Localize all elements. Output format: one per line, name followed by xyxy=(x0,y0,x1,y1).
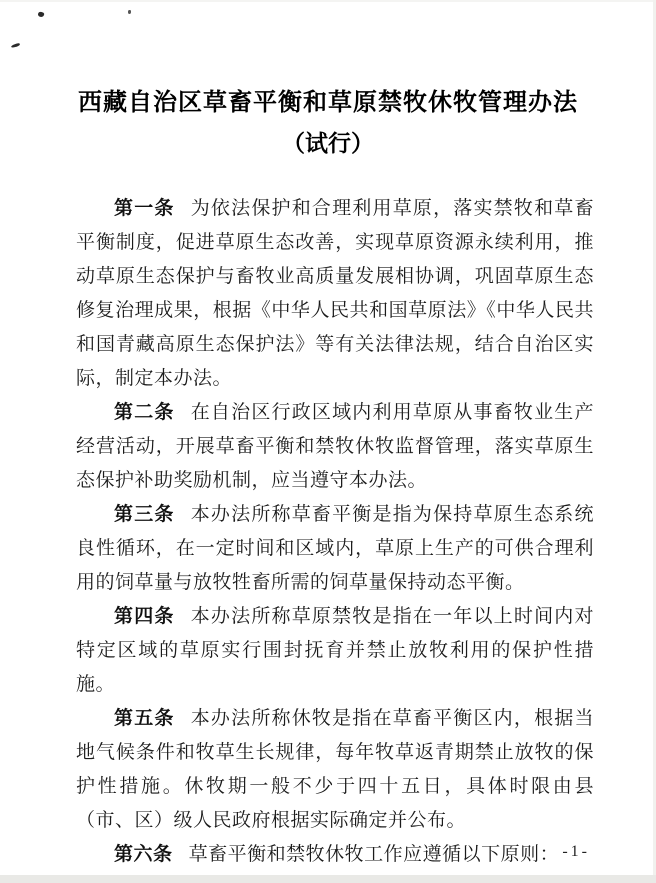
article-number-label: 第二条 xyxy=(114,402,175,423)
scan-speck xyxy=(37,11,44,18)
article-text: 为依法保护和合理利用草原，落实禁牧和草畜平衡制度，促进草原生态改善，实现草原资源永续利用，推动草原生态保护与畜牧业高质量发展相协调，巩固草原生态修复治理成果，根据《中华人民共和国草原法》《中华人民共和国青藏高原生态保护法》等有关法律法规，结合自治区实际，制定本办法。 xyxy=(76,198,594,389)
scan-edge-bottom xyxy=(0,875,656,883)
scan-edge-top xyxy=(0,0,656,2)
document-subtitle: （试行） xyxy=(282,131,374,156)
document-body xyxy=(76,192,594,872)
article-paragraph xyxy=(76,192,594,396)
article-paragraph xyxy=(76,600,594,702)
scan-speck xyxy=(11,43,20,49)
article-text: 在自治区行政区域内利用草原从事畜牧业生产经营活动，开展草畜平衡和禁牧休牧监督管理，落实草原生态保护补助奖励机制，应当遵守本办法。 xyxy=(76,402,594,491)
article-number-label: 第五条 xyxy=(114,708,175,729)
page-number: -1- xyxy=(562,843,590,860)
article-paragraph xyxy=(76,702,594,838)
article-paragraph xyxy=(76,498,594,600)
article-text: 草畜平衡和禁牧休牧工作应遵循以下原则： xyxy=(188,844,560,865)
article-paragraph xyxy=(76,838,594,872)
scan-speck xyxy=(128,10,131,14)
article-text: 本办法所称休牧是指在草畜平衡区内，根据当地气候条件和牧草生长规律，每年牧草返青期禁止放牧的保护性措施。休牧期一般不少于四十五日，具体时限由县（市、区）级人民政府根据实际确定并公布。 xyxy=(76,708,594,831)
article-text: 本办法所称草原禁牧是指在一年以上时间内对特定区域的草原实行围封抚育并禁止放牧利用的保护性措施。 xyxy=(76,606,594,695)
article-number-label: 第四条 xyxy=(114,606,175,627)
article-number-label: 第一条 xyxy=(114,198,175,219)
article-text: 本办法所称草畜平衡是指为保持草原生态系统良性循环，在一定时间和区域内，草原上生产的可供合理利用的饲草量与放牧牲畜所需的饲草量保持动态平衡。 xyxy=(76,504,594,593)
document-title: 西藏自治区草畜平衡和草原禁牧休牧管理办法 xyxy=(78,90,578,116)
article-paragraph xyxy=(76,396,594,498)
article-number-label: 第六条 xyxy=(114,844,173,865)
article-number-label: 第三条 xyxy=(114,504,175,525)
